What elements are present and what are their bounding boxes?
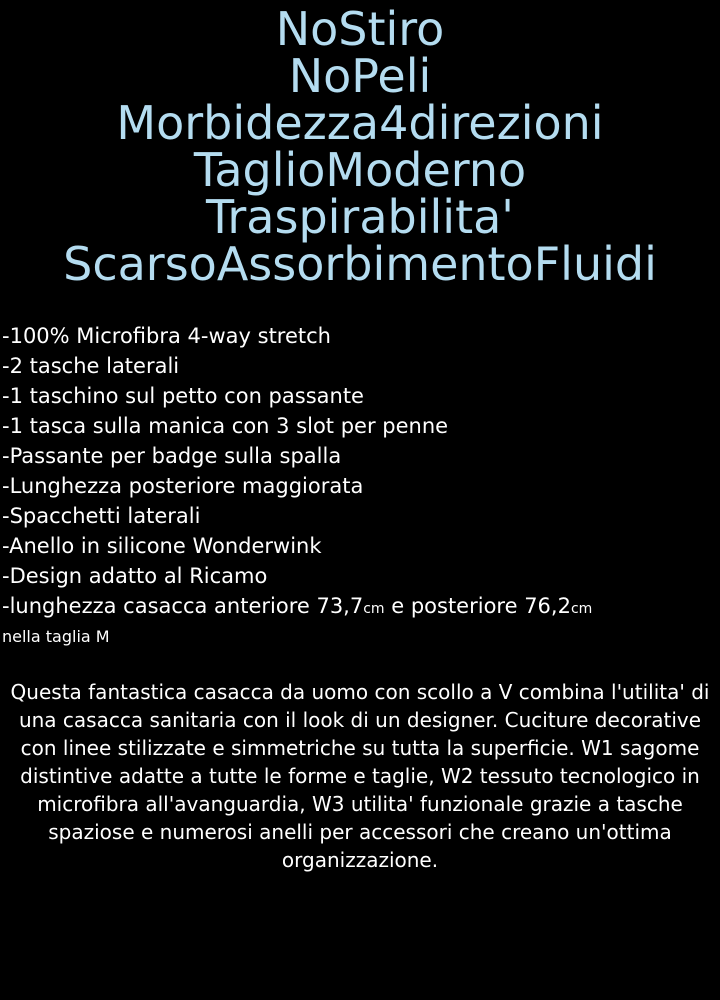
headline-line-3: Morbidezza4direzioni bbox=[116, 95, 604, 150]
description-paragraph: Questa fantastica casacca da uomo con scollo a V combina l'utilita' di una casacca sanitaria con il look di un designer. Cuciture decorative con linee stilizzate e simmetriche su tutta la superficie. W1 sagome distintive adatte a tutte le forme e taglie, W2 tessuto tecnologico in microfibra all'avanguardia, W3 utilita' funzionale grazie a tasche spaziose e numerosi anelli per accessori che creano un'ottima organizzazione. bbox=[10, 680, 710, 873]
list-item: -Design adatto al Ricamo bbox=[2, 564, 268, 589]
list-item: -1 taschino sul petto con passante bbox=[2, 384, 364, 409]
specs-list bbox=[0, 321, 720, 648]
list-item: -Anello in silicone Wonderwink bbox=[2, 534, 322, 559]
headline-line-6: ScarsoAssorbimentoFluidi bbox=[63, 236, 657, 291]
list-item: -100% Microfibra 4-way stretch bbox=[2, 324, 331, 349]
list-item: -Spacchetti laterali bbox=[2, 504, 201, 529]
headline-line-5: Traspirabilita' bbox=[206, 189, 514, 244]
list-item: -2 tasche laterali bbox=[2, 354, 180, 379]
list-item: -1 tasca sulla manica con 3 slot per penne bbox=[2, 414, 449, 439]
headline-line-2: NoPeli bbox=[288, 48, 432, 103]
length-prefix: -lunghezza casacca anteriore 73,7 bbox=[2, 594, 364, 619]
length-unit-back: cm bbox=[570, 601, 593, 618]
headline-block bbox=[0, 0, 720, 291]
list-item: -Passante per badge sulla spalla bbox=[2, 444, 342, 469]
headline-line-4: TaglioModerno bbox=[193, 142, 527, 197]
list-item: -Lunghezza posteriore maggiorata bbox=[2, 474, 364, 499]
length-unit-front: cm bbox=[363, 601, 385, 618]
list-item-length bbox=[2, 591, 720, 624]
size-note: nella taglia M bbox=[2, 627, 110, 647]
length-middle: e posteriore 76,2 bbox=[384, 594, 571, 619]
headline-line-1: NoStiro bbox=[275, 2, 445, 56]
